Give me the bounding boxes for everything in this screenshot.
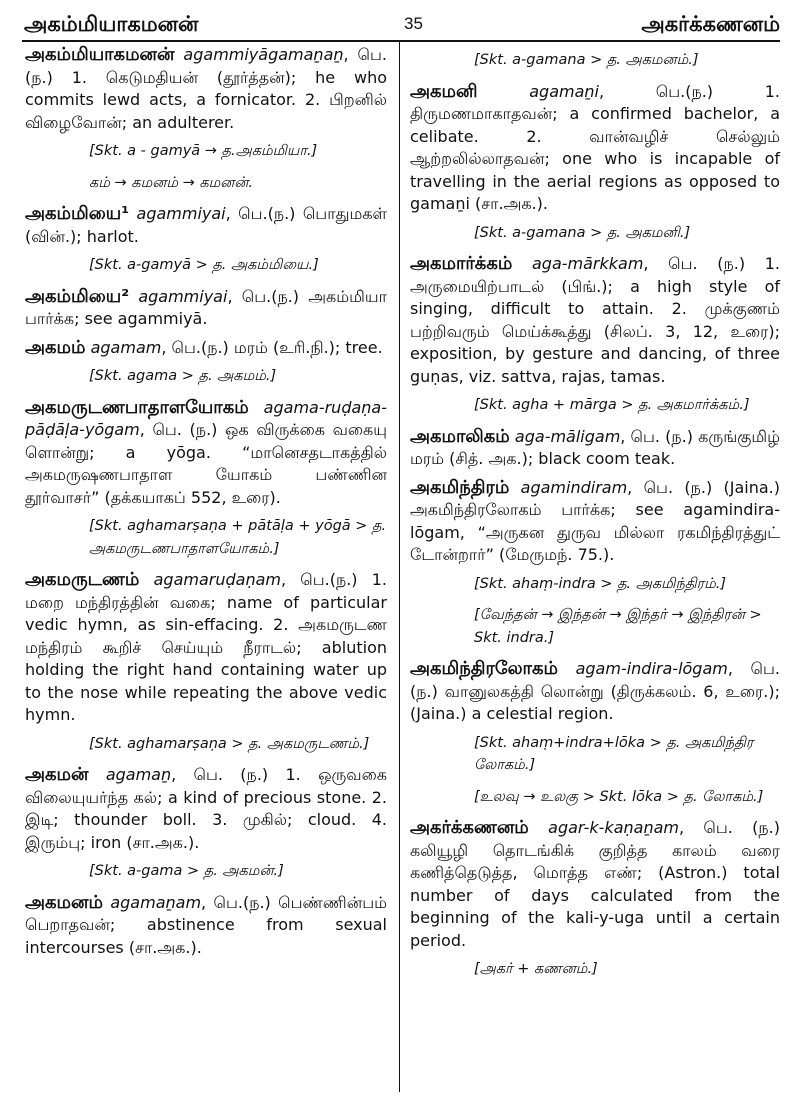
definition: , பெ. (ந.) கலியூழி தொடங்கிக் குறித்த காலம் வரை கணித்தெடுத்த, மொத்த எண்; (Astron.) total number of days calculated from the beginning of the kali-y-uga until a certain period. [410,818,780,950]
etymology-note: [Skt. a - gamyā → த.அகம்மியா.] [89,143,318,159]
dictionary-entry [410,81,780,216]
page-header [24,10,780,44]
definition: , பெ.(ந.) பெண்ணின்பம் பெறாதவன்; abstinence from sexual intercourses (சா.அக.). [25,892,387,957]
transliteration: agamaruḍaṇam [153,570,281,589]
dictionary-entry [25,203,387,248]
dictionary-entry [410,477,780,567]
etymology-note: [Skt. a-gamana > த. அகமனம்.] [474,52,699,68]
etymology-note: [Skt. agama > த. அகமம்.] [89,368,277,384]
etymology-note: [உலவு → உலகு > Skt. lōka > த. லோகம்.] [474,788,764,805]
definition: , பெ.(ந.) வானுலகத்தி லொன்று (திருக்கலம். 6, உரை.); (Jaina.) a celestial region. [410,659,780,723]
transliteration: agamam [90,337,162,357]
definition: , பெ.(ந.) 1. கெடுமதியன் (தூர்த்தன்); he who commits lewd acts, a fornicator. 2. பிறனில் விழைவோன்; an adulterer. [25,45,387,132]
dictionary-entry [25,44,387,134]
dictionary-entry [25,569,387,727]
etymology-note: [வேந்தன் → இந்தன் → இந்தர் → இந்திரன் > Skt. indra.] [474,607,762,646]
transliteration: agammiyāgamaṉaṉ [183,45,344,64]
definition: , பெ.(ந.) அகம்மியா பார்க்க; see agammiyā. [25,286,387,328]
transliteration: agamaṉam [110,892,202,912]
headword: அகமம் [25,336,86,358]
definition: , பெ.(ந.) மரம் (உரி.நி.); tree. [161,337,383,357]
etymology-note: [Skt. agha + mārga > த. அகமார்க்கம்.] [474,397,750,413]
etymology-note: [அகர் + கணனம்.] [474,961,598,977]
dictionary-entry [410,817,780,952]
header-rule [22,40,780,42]
dictionary-entry [25,397,387,510]
transliteration: agammiyai [136,204,226,223]
dictionary-entry [25,337,387,360]
headword: அகமனி [410,80,478,102]
headword: அகமார்க்கம் [410,253,513,274]
headword: அகமன் [25,764,89,785]
definition: , பெ.(ந.) பொதுமகள் (வின்.); harlot. [25,204,387,246]
headword: அகர்க்கணனம் [410,817,529,838]
dictionary-entry [410,426,780,471]
definition: , பெ. (ந.) 1. ஒருவகை விலையுயர்ந்த கல்; a kind of precious stone. 2. இடி; thounder boll. 3. முகில்; cloud. 4. இரும்பு; iron (சா.அக.). [25,765,387,852]
headword: அகம்மியை² [25,285,130,307]
headword: அகமருடணம் [25,569,140,590]
etymology-note: [Skt. aghamarṣaṇa + pātāḷa + yōgā > த. அகமருடணபாதாளயோகம்.] [89,518,387,557]
page-number: 35 [404,14,423,33]
etymology-note: [Skt. a-gama > த. அகமன்.] [89,863,284,879]
etymology-note: கம் → கமனம் → கமனன். [89,174,254,191]
transliteration: agamindiram [520,477,628,497]
dictionary-entry [25,764,387,854]
etymology-note: [Skt. ahaṃ-indra > த. அகமிந்திரம்.] [474,575,727,592]
transliteration: agama-ruḍaṇa-pāḍāḷa-yōgam [25,397,387,439]
transliteration: aga-māligam [514,426,621,446]
definition: , பெ. (ந.) ஒக விருக்கை வகையு ளொன்று; a yōga. “மானெசதடாகத்தில் அகமருஷணபாதாள யோகம் பண்ணின தூர்வாசர்” (தக்கயாகப் 552, உரை). [25,420,387,507]
headword: அகமிந்திரம் [410,476,510,498]
definition: , பெ. (ந.) கருங்குமிழ் மரம் (சித். அக.); black coom teak. [410,426,780,468]
dictionary-entry [25,286,387,331]
etymology-note: [Skt. a-gamyā > த. அகம்மியை.] [89,257,319,273]
column-divider [399,42,400,1092]
dictionary-entry [410,658,780,726]
definition: , பெ.(ந.) 1. திருமணமாகாதவன்; a confirmed bachelor, a celibate. 2. வான்வழிச் செல்லும் ஆற்றலில்லாதவன்; one who is incapable of travelling in the aerial regions as opposed to gamaṉi (சா.அக.). [410,81,780,213]
transliteration: aga-mārkkam [531,254,644,273]
transliteration: agar-k-kaṇaṉam [548,818,679,837]
header-left-guideword: அகம்மியாகமனன் [24,12,199,36]
definition: , பெ.(ந.) 1. மறை மந்திரத்தின் வகை; name of particular vedic hymn, as sin-effacing. 2. அகமருடண மந்திரம் கூறிச் செய்யும் நீராடல்; ablution holding the right hand containing water up to the nose while repeating the above vedic hymn. [25,570,387,724]
transliteration: agam-indira-lōgam [575,659,728,678]
dictionary-entry [25,892,387,960]
right-column [410,44,780,990]
left-column [25,44,387,965]
etymology-note: [Skt. ahaṃ+indra+lōka > த. அகமிந்திர லோகம்.] [474,734,754,773]
headword: அகமிந்திரலோகம் [410,658,558,679]
etymology-note: [Skt. a-gamana > த. அகமனி.] [474,224,691,241]
definition: , பெ. (ந.) 1. அருமையிற்பாடல் (பிங்.); a high style of singing, difficult to attain. 2. முக்குணம் பற்றிவரும் மெய்க்கூத்து (சிலப். 3, 12, உரை); exposition, by gesture and dancing, of three guṇas, viz. sattva, rajas, tamas. [410,254,780,386]
dictionary-entry [410,253,780,388]
header-right-guideword: அகர்க்கணனம் [641,12,780,36]
headword: அகமாலிகம் [410,425,510,447]
headword: அகம்மியாகமனன் [25,44,175,65]
transliteration: agammiyai [138,286,228,306]
transliteration: agamaṉ [105,765,172,784]
headword: அகமருடணபாதாளயோகம் [25,396,249,418]
transliteration: agamaṉi [529,81,599,101]
headword: அகம்மியை¹ [25,203,130,224]
definition: , பெ. (ந.) (Jaina.) அகமிந்திரலோகம் பார்க்க; see agamindira-lōgam, “அருகன துருவ மில்லா ரகமிந்திரத்துட் டோன்றார்” (மேருமந். 75.). [410,477,780,564]
etymology-note: [Skt. aghamarṣaṇa > த. அகமருடணம்.] [89,735,370,752]
headword: அகமனம் [25,891,103,913]
